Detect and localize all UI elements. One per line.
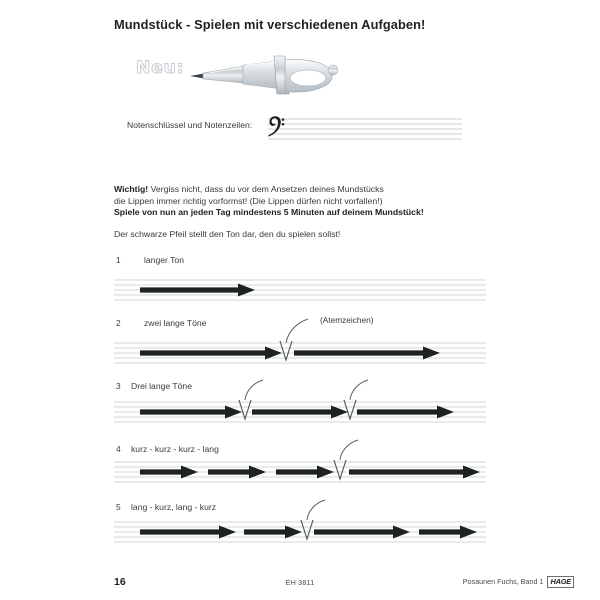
- new-badge-label: Neu:: [136, 58, 185, 78]
- clef-staff: [268, 117, 462, 141]
- exercise-label: lang - kurz, lang - kurz: [131, 502, 217, 512]
- trombone-mouthpiece-illustration: [186, 48, 338, 100]
- breath-mark-leader-line: [346, 379, 372, 401]
- important-note-block: [114, 184, 514, 219]
- exercise-staff: [114, 277, 486, 303]
- tone-arrow: [349, 466, 480, 479]
- tone-arrow: [140, 526, 236, 539]
- tone-arrow: [140, 406, 242, 419]
- breath-mark-leader-line: [282, 318, 316, 344]
- tone-arrow: [357, 406, 454, 419]
- note-line-1: [114, 184, 514, 196]
- page-title: Mundstück - Spielen mit verschiedenen Aufgaben!: [114, 17, 426, 32]
- breath-mark-icon: [239, 400, 251, 419]
- breath-mark-icon: [344, 400, 356, 419]
- breath-mark-caption: (Atemzeichen): [320, 315, 374, 325]
- bass-clef-icon: [266, 112, 286, 148]
- tone-arrow: [314, 526, 410, 539]
- exercise-number: 3: [116, 381, 121, 391]
- note-line-1-bold: Wichtig!: [114, 184, 149, 194]
- breath-mark-leader-line: [303, 499, 329, 521]
- tone-arrow: [419, 526, 477, 539]
- tone-arrow: [140, 466, 198, 479]
- exercise-label: zwei lange Töne: [144, 318, 207, 328]
- exercise-number: 1: [116, 255, 121, 265]
- footer-book-info: [463, 576, 574, 588]
- tone-arrow: [140, 284, 255, 297]
- breath-mark-leader-line: [241, 379, 267, 401]
- breath-mark-icon: [301, 520, 313, 539]
- publisher-logo: HAGE: [547, 576, 574, 588]
- tone-arrow: [252, 406, 348, 419]
- tone-arrow: [208, 466, 266, 479]
- exercise-label: langer Ton: [144, 255, 184, 265]
- note-line-1-rest: Vergiss nicht, dass du vor dem Ansetzen deines Mundstücks: [148, 184, 384, 194]
- exercise-staff: [114, 519, 486, 545]
- exercise-number: 2: [116, 318, 121, 328]
- footer-book-title: Posaunen Fuchs, Band 1: [462, 577, 544, 587]
- exercise-label: Drei lange Töne: [131, 381, 192, 391]
- tone-arrow: [244, 526, 302, 539]
- tone-arrow: [294, 347, 440, 360]
- note-line-2: die Lippen immer richtig vorformst! (Die Lippen dürfen nicht vorfallen!): [114, 195, 383, 206]
- exercise-number: 4: [116, 444, 121, 454]
- note-line-3: Spiele von nun an jeden Tag mindestens 5 Minuten auf deinem Mundstück!: [114, 207, 424, 218]
- exercise-staff: [114, 399, 486, 425]
- footer-page-number: 16: [114, 576, 126, 588]
- tone-arrow: [276, 466, 334, 479]
- exercise-staff: [114, 459, 486, 485]
- breath-mark-icon: [334, 460, 346, 479]
- breath-mark-leader-line: [336, 439, 362, 461]
- footer-edition-code: EH 3811: [285, 578, 315, 587]
- tone-arrow: [140, 347, 282, 360]
- arrow-explanation-text: Der schwarze Pfeil stellt den Ton dar, den du spielen sollst!: [114, 229, 341, 239]
- clef-row-label: Notenschlüssel und Notenzeilen:: [127, 120, 253, 130]
- exercise-number: 5: [116, 502, 121, 512]
- exercise-label: kurz - kurz - kurz - lang: [131, 444, 219, 454]
